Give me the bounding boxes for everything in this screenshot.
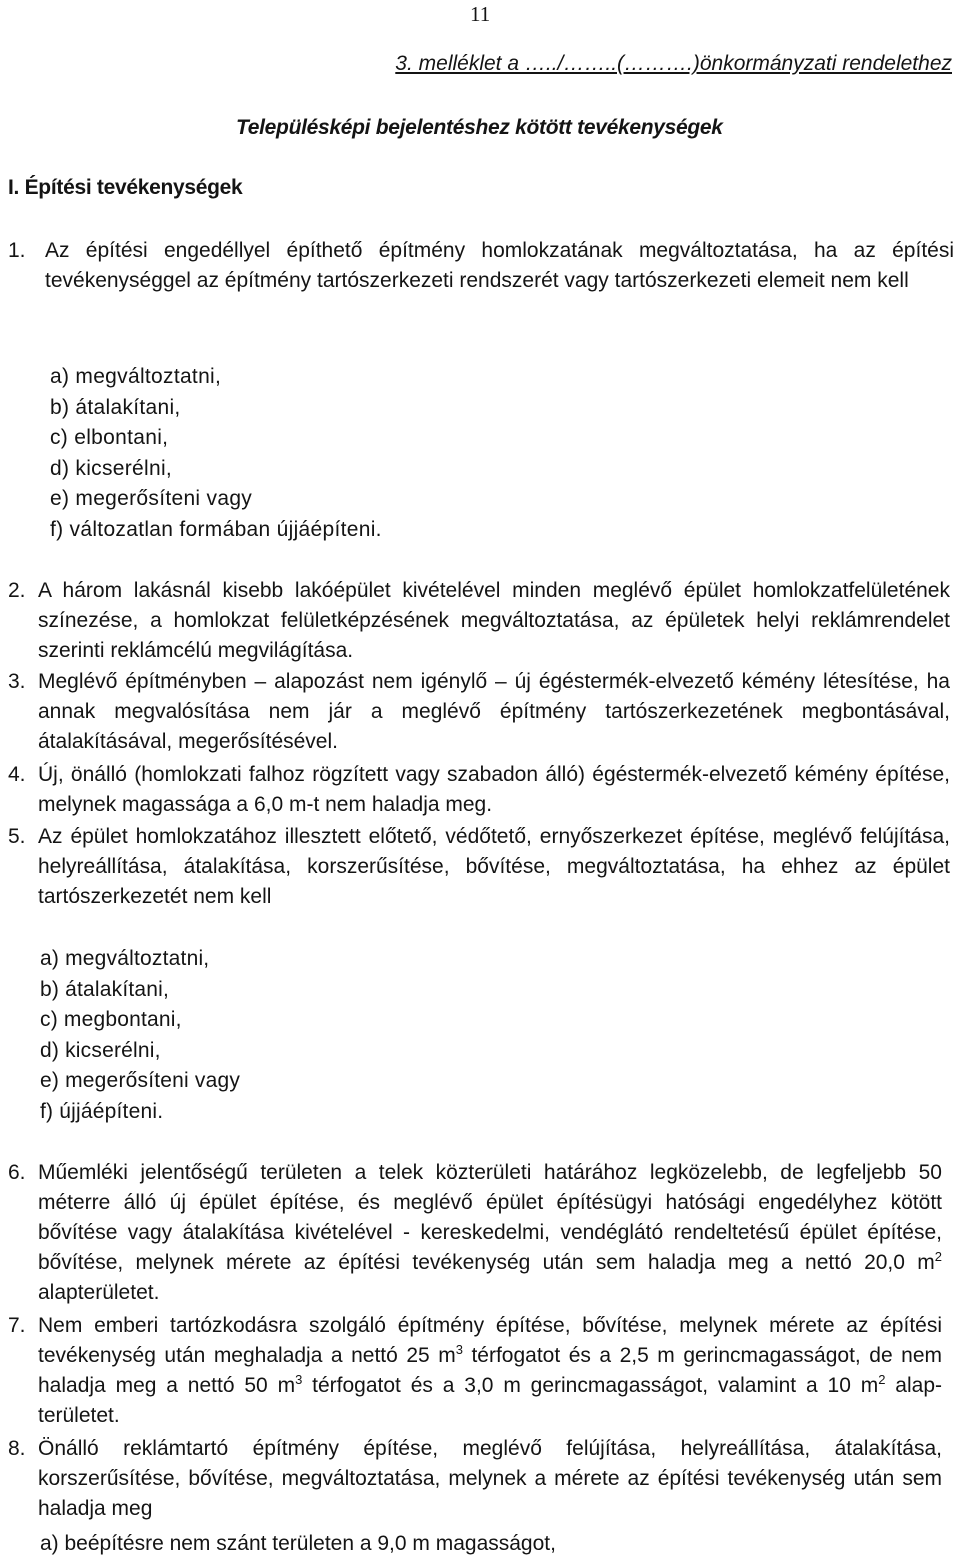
- list-item-4: [8, 760, 950, 820]
- item-text: Új, önálló (homlokzati falhoz rögzített vagy szabadon álló) égéstermék-elvezető kémény építése, melynek magassága a 6,0 m-t nem haladja meg.: [38, 763, 950, 816]
- sublist-item: e) megerősíteni vagy: [50, 487, 253, 510]
- page-number: 11: [470, 2, 491, 26]
- sublist-5: [40, 944, 240, 1127]
- sublist-1: [50, 362, 382, 545]
- list-item-8: [8, 1434, 942, 1524]
- item-text: Az építési engedéllyel építhető építmény homlokzatának megváltoztatása, ha az építési tevékenységgel az építmény tartószerkezeti rendszerét vagy tartószerkezeti elemeit nem kell: [45, 239, 954, 292]
- item-number: 7.: [8, 1314, 26, 1337]
- item-text: A három lakásnál kisebb lakóépület kivételével minden meglévő épület homlokzatfelületének színezése, a homlokzat felületképzésének megváltoztatása, az épületek helyi reklámrendelet szerinti reklámcélú megvilágítása.: [38, 579, 950, 662]
- item-text: Az épület homlokzatához illesztett előtető, védőtető, ernyőszerkezet építése, meglévő felújítása, helyreállítása, átalakítása, korszerűsítése, bővítése, megváltoztatása, ha ehhez az épület tartószerkezetét nem kell: [38, 825, 950, 908]
- list-item-2: [8, 576, 950, 666]
- annex-title: 3. melléklet a …../……..(……….)önkormányzati rendelethez: [395, 52, 952, 75]
- list-item-1: [8, 236, 954, 296]
- item-number: 6.: [8, 1161, 26, 1184]
- sublist-item: c) elbontani,: [50, 426, 169, 449]
- section-title: I. Építési tevékenységek: [8, 176, 243, 199]
- sublist-item: d) kicserélni,: [40, 1038, 161, 1062]
- sublist-item: f) változatlan formában újjáépíteni.: [50, 517, 382, 541]
- item-number: 8.: [8, 1437, 26, 1460]
- sublist-item: b) átalakítani,: [40, 977, 170, 1001]
- item-number: 3.: [8, 670, 26, 693]
- sublist-8: [40, 1529, 556, 1560]
- sublist-item: e) megerősíteni vagy: [40, 1069, 241, 1092]
- item-number: 1.: [8, 239, 26, 262]
- sublist-item: d) kicserélni,: [50, 456, 173, 480]
- sublist-item: f) újjáépíteni.: [40, 1099, 164, 1123]
- item-number: 5.: [8, 825, 26, 848]
- item-text: Műemléki jelentőségű területen a telek közterületi határához legközelebb, de legfeljebb 50 méterre álló új épület építése, és meglévő épület építésügyi hatósági engedélyhez kötött bővítése vagy átalakítása kivételével - kereskedelmi, vendéglátó rendeltetésű épület építése, bővítése, melynek mérete az építési tevékenység után sem haladja meg a nettó 20,0 $m^2$ alapterületet.: [38, 1161, 942, 1304]
- item-text: Önálló reklámtartó építmény építése, meglévő felújítása, helyreállítása, átalakítása, korszerűsítése, bővítése, megváltoztatása, melynek a mérete az építési tevékenység után sem haladja meg: [38, 1437, 942, 1520]
- item-text: Nem emberi tartózkodásra szolgáló építmény építése, bővítése, melynek mérete az építési tevékenység után meghaladja a nettó 25 $m^3$ térfogatot és a 2,5 m gerincmagasságot, de nem haladja meg a nettó 50 $m^3$ térfogatot és a 3,0 m gerincmagasságot, valamint a 10 $m^2$ alap- területet.: [38, 1314, 942, 1427]
- sublist-item: c) megbontani,: [40, 1008, 182, 1031]
- list-item-6: [8, 1158, 942, 1308]
- document-title: Településképi bejelentéshez kötött tevékenységek: [236, 116, 723, 139]
- item-number: 2.: [8, 579, 26, 602]
- sublist-item: a) beépítésre nem szánt területen a 9,0 m magasságot,: [40, 1532, 556, 1555]
- list-item-3: [8, 667, 950, 757]
- item-text: Meglévő építményben – alapozást nem igénylő – új égéstermék-elvezető kémény létesítése, ha annak megvalósítása nem jár a meglévő építmény tartószerkezetének megbontásával, átalakításával, megerősítésével.: [38, 670, 950, 753]
- item-number: 4.: [8, 763, 26, 786]
- sublist-item: a) megváltoztatni,: [40, 947, 210, 970]
- sublist-item: b) átalakítani,: [50, 395, 181, 419]
- list-item-5: [8, 822, 950, 912]
- list-item-7: [8, 1311, 942, 1431]
- sublist-item: a) megváltoztatni,: [50, 365, 222, 388]
